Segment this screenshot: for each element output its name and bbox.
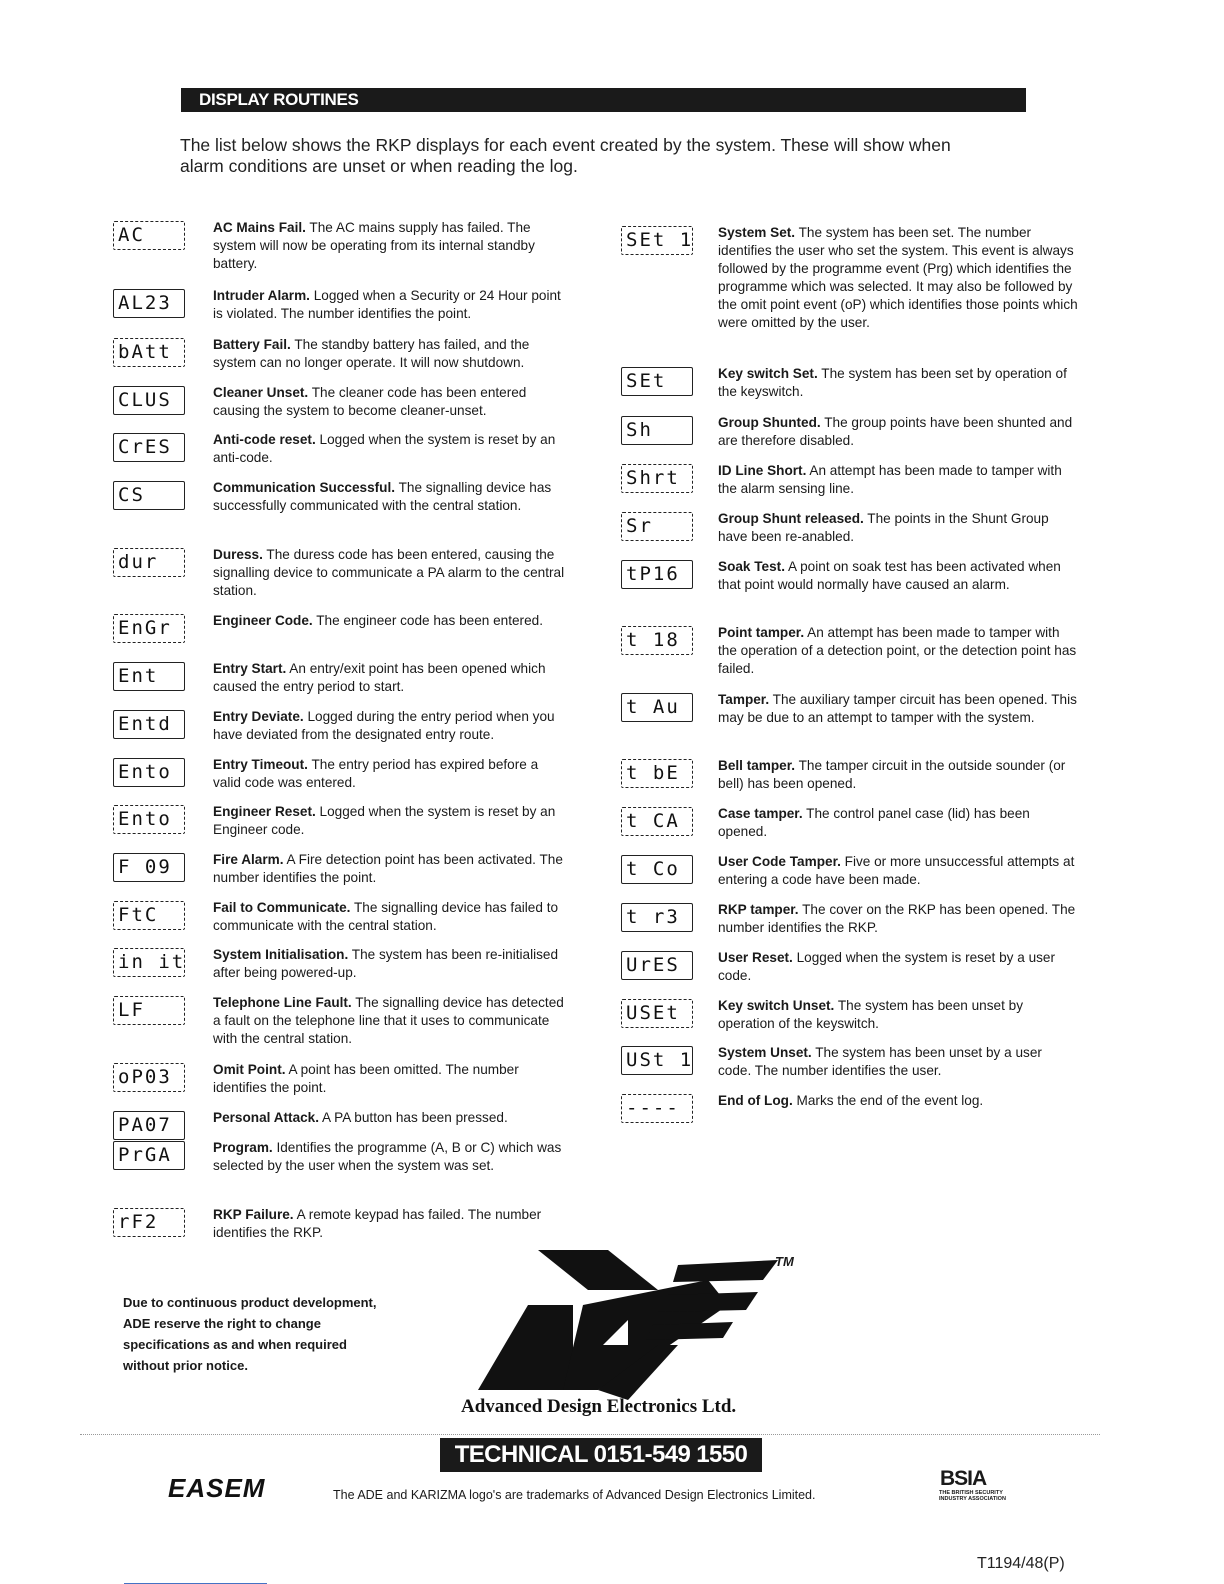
lcd-display: Sr [621, 512, 693, 541]
entry-title: End of Log. [718, 1093, 793, 1108]
lcd-display: USEt [621, 999, 693, 1028]
entry-title: Key switch Unset. [718, 998, 835, 1013]
easem-logo: EASEM [168, 1473, 266, 1503]
lcd-display: PA07 [113, 1111, 185, 1140]
entry-title: Tamper. [718, 692, 770, 707]
lcd-display: Ento [113, 758, 185, 787]
lcd-display: t bE [621, 759, 693, 788]
entry-title: Group Shunt released. [718, 511, 864, 526]
lcd-display: Sh [621, 416, 693, 445]
lcd-display: SEt [621, 367, 693, 396]
lcd-display: t Co [621, 855, 693, 884]
bsia-subtitle: THE BRITISH SECURITY INDUSTRY ASSOCIATION [939, 1490, 1006, 1502]
entry-text: An attempt has been made to tamper with the operation of a detection point, or the detection point has failed. [718, 625, 1077, 676]
lcd-display: tP16 [621, 560, 693, 589]
entry-text: The signalling device has failed to communicate with the central station. [213, 900, 559, 933]
entry-text: The system has been set. The number identifies the user who set the system. This event is always followed by the programme event (Prg) which identifies the programme which was selected. It may also be followed by the omit point event (oP) which identifies those points which were omitted by the user. [718, 225, 1078, 330]
entry-description [213, 431, 568, 467]
entry-title: Key switch Set. [718, 366, 818, 381]
entry-text: An attempt has been made to tamper with the alarm sensing line. [718, 463, 1062, 496]
entry-title: Program. [213, 1140, 273, 1155]
entry-description [718, 462, 1078, 498]
entry-text: The engineer code has been entered. [312, 613, 543, 628]
ade-logo [478, 1250, 778, 1400]
lcd-display: Ent [113, 662, 185, 691]
entry-title: Fail to Communicate. [213, 900, 351, 915]
entry-text: A remote keypad has failed. The number identifies the RKP. [213, 1207, 542, 1240]
entry-text: A point on soak test has been activated when that point would normally have caused an alarm. [718, 559, 1061, 592]
entry-text: The cleaner code has been entered causing the system to become cleaner-unset. [213, 385, 527, 418]
entry-title: System Set. [718, 225, 796, 240]
entry-description [718, 757, 1078, 793]
entry-description [718, 691, 1078, 727]
entry-description [213, 1206, 568, 1242]
lcd-display: t CA [621, 807, 693, 836]
lcd-display: F 09 [113, 853, 185, 882]
entry-title: Battery Fail. [213, 337, 291, 352]
entry-text: The system has been unset by a user code. The number identifies the user. [718, 1045, 1042, 1078]
entry-text: The group points have been shunted and are therefore disabled. [718, 415, 1073, 448]
entry-description [213, 708, 568, 744]
entry-description [213, 384, 568, 420]
entry-title: User Reset. [718, 950, 793, 965]
entry-title: Personal Attack. [213, 1110, 320, 1125]
document-number: T1194/48(P) [977, 1555, 1065, 1572]
lcd-display: ---- [621, 1094, 693, 1123]
lcd-display: Shrt [621, 464, 693, 493]
section-title: DISPLAY ROUTINES [199, 90, 359, 109]
entry-title: Soak Test. [718, 559, 785, 574]
entry-title: Telephone Line Fault. [213, 995, 352, 1010]
entry-title: Group Shunted. [718, 415, 821, 430]
entry-title: Communication Successful. [213, 480, 396, 495]
entry-text: The duress code has been entered, causing the signalling device to communicate a PA alarm to the central station. [213, 547, 565, 598]
entry-description [213, 1109, 568, 1127]
entry-text: Five or more unsuccessful attempts at entering a code have been made. [718, 854, 1075, 887]
lcd-display: t r3 [621, 903, 693, 932]
entry-title: User Code Tamper. [718, 854, 841, 869]
entry-text: The system has been re-initialised after being powered-up. [213, 947, 559, 980]
entry-title: Anti-code reset. [213, 432, 316, 447]
lcd-display: bAtt [113, 338, 185, 367]
entry-title: System Initialisation. [213, 947, 349, 962]
entry-text: A point has been omitted. The number identifies the point. [213, 1062, 519, 1095]
entry-description [213, 336, 568, 372]
entry-title: Engineer Reset. [213, 804, 316, 819]
entry-text: A Fire detection point has been activated. The number identifies the point. [213, 852, 563, 885]
entry-title: Omit Point. [213, 1062, 286, 1077]
entry-description [718, 805, 1078, 841]
entry-text: The points in the Shunt Group have been re-anabled. [718, 511, 1049, 544]
entry-text: The signalling device has successfully communicated with the central station. [213, 480, 552, 513]
entry-description [718, 224, 1078, 332]
entry-text: Marks the end of the event log. [792, 1093, 984, 1108]
entry-description [718, 365, 1078, 401]
entry-description [213, 803, 568, 839]
entry-description [718, 510, 1078, 546]
entry-title: Duress. [213, 547, 263, 562]
entry-text: A PA button has been pressed. [319, 1110, 508, 1125]
entry-title: Bell tamper. [718, 758, 796, 773]
lcd-display: CrES [113, 433, 185, 462]
lcd-display: CS [113, 481, 185, 510]
entry-description [718, 997, 1078, 1033]
entry-description [718, 624, 1078, 678]
entry-text: Logged when a Security or 24 Hour point is violated. The number identifies the point. [213, 288, 561, 321]
entry-text: The system has been set by operation of the keyswitch. [718, 366, 1067, 399]
entry-title: Point tamper. [718, 625, 805, 640]
entry-text: The AC mains supply has failed. The system will now be operating from its internal standby battery. [213, 220, 535, 271]
company-name: Advanced Design Electronics Ltd. [461, 1396, 737, 1417]
lcd-display: t 18 [621, 626, 693, 655]
entry-text: Logged during the entry period when you have deviated from the designated entry route. [213, 709, 555, 742]
entry-title: Entry Start. [213, 661, 287, 676]
entry-description [213, 219, 568, 273]
entry-description [213, 946, 568, 982]
entry-text: The cover on the RKP has been opened. The number identifies the RKP. [718, 902, 1076, 935]
bsia-mark: BSIA [940, 1467, 987, 1490]
lcd-display: dur [113, 548, 185, 577]
entry-description [718, 853, 1078, 889]
entry-title: Case tamper. [718, 806, 803, 821]
entry-title: ID Line Short. [718, 463, 807, 478]
lcd-display: UrES [621, 951, 693, 980]
entry-title: Intruder Alarm. [213, 288, 310, 303]
trademark-notice: The ADE and KARIZMA logo's are trademarks of Advanced Design Electronics Limited. [333, 1488, 816, 1502]
entry-text: The auxiliary tamper circuit has been opened. This may be due to an attempt to tamper with the system. [718, 692, 1077, 725]
entry-text: The signalling device has detected a fault on the telephone line that it uses to communicate with the central station. [213, 995, 564, 1046]
technical-phone: TECHNICAL 0151-549 1550 [440, 1438, 762, 1472]
entry-text: The system has been unset by operation of the keyswitch. [718, 998, 1024, 1031]
entry-title: RKP Failure. [213, 1207, 294, 1222]
trademark-symbol: TM [775, 1254, 794, 1269]
entry-description [213, 479, 568, 515]
entry-title: AC Mains Fail. [213, 220, 306, 235]
entry-title: Cleaner Unset. [213, 385, 309, 400]
entry-description [718, 1044, 1078, 1080]
entry-text: Logged when the system is reset by a user code. [718, 950, 1056, 983]
lcd-display: LF [113, 996, 185, 1025]
entry-description [213, 994, 568, 1048]
notice-text: Due to continuous product development, ADE reserve the right to change specifications as and when required without prior notice. [123, 1295, 377, 1373]
lcd-display: AL23 [113, 289, 185, 318]
entry-description [718, 901, 1078, 937]
entry-title: Entry Deviate. [213, 709, 304, 724]
entry-description [213, 1061, 568, 1097]
entry-text: An entry/exit point has been opened which caused the entry period to start. [213, 661, 546, 694]
entry-text: The control panel case (lid) has been opened. [718, 806, 1030, 839]
lcd-display: SEt 1 [621, 226, 693, 255]
entry-description [213, 851, 568, 887]
entry-description [718, 1092, 1078, 1110]
entry-description [213, 612, 568, 630]
entry-description [213, 660, 568, 696]
lcd-display: USt 1 [621, 1046, 693, 1075]
entry-description [213, 1139, 568, 1175]
entry-text: Logged when the system is reset by an Engineer code. [213, 804, 556, 837]
intro-text: The list below shows the RKP displays for each event created by the system. These will show when alarm conditions are unset or when reading the log. [180, 135, 951, 176]
entry-title: RKP tamper. [718, 902, 799, 917]
divider [80, 1434, 1100, 1435]
entry-title: Engineer Code. [213, 613, 313, 628]
entry-title: Fire Alarm. [213, 852, 284, 867]
lcd-display: t Au [621, 693, 693, 722]
lcd-display: PrGA [113, 1141, 185, 1170]
entry-title: System Unset. [718, 1045, 812, 1060]
entry-text: Logged when the system is reset by an anti-code. [213, 432, 556, 465]
section-header [181, 88, 1026, 112]
bsia-logo [935, 1465, 1025, 1505]
lcd-display: EnGr [113, 614, 185, 643]
entry-text: Identifies the programme (A, B or C) which was selected by the user when the system was set. [213, 1140, 562, 1173]
entry-description [718, 558, 1078, 594]
entry-description [213, 287, 568, 323]
lcd-display: rF2 [113, 1208, 185, 1237]
entry-text: The tamper circuit in the outside sounder (or bell) has been opened. [718, 758, 1066, 791]
entry-description [718, 414, 1078, 450]
entry-text: The standby battery has failed, and the system can no longer operate. It will now shutdown. [213, 337, 530, 370]
lcd-display: CLUS [113, 386, 185, 415]
lcd-display: AC [113, 221, 185, 250]
entry-text: The entry period has expired before a valid code was entered. [213, 757, 539, 790]
entry-description [718, 949, 1078, 985]
entry-description [213, 546, 568, 600]
lcd-display: Entd [113, 710, 185, 739]
lcd-display: oP03 [113, 1063, 185, 1092]
entry-description [213, 756, 568, 792]
entry-title: Entry Timeout. [213, 757, 308, 772]
lcd-display: FtC [113, 901, 185, 930]
lcd-display: in it [113, 948, 185, 977]
entry-description [213, 899, 568, 935]
lcd-display: Ento [113, 805, 185, 834]
